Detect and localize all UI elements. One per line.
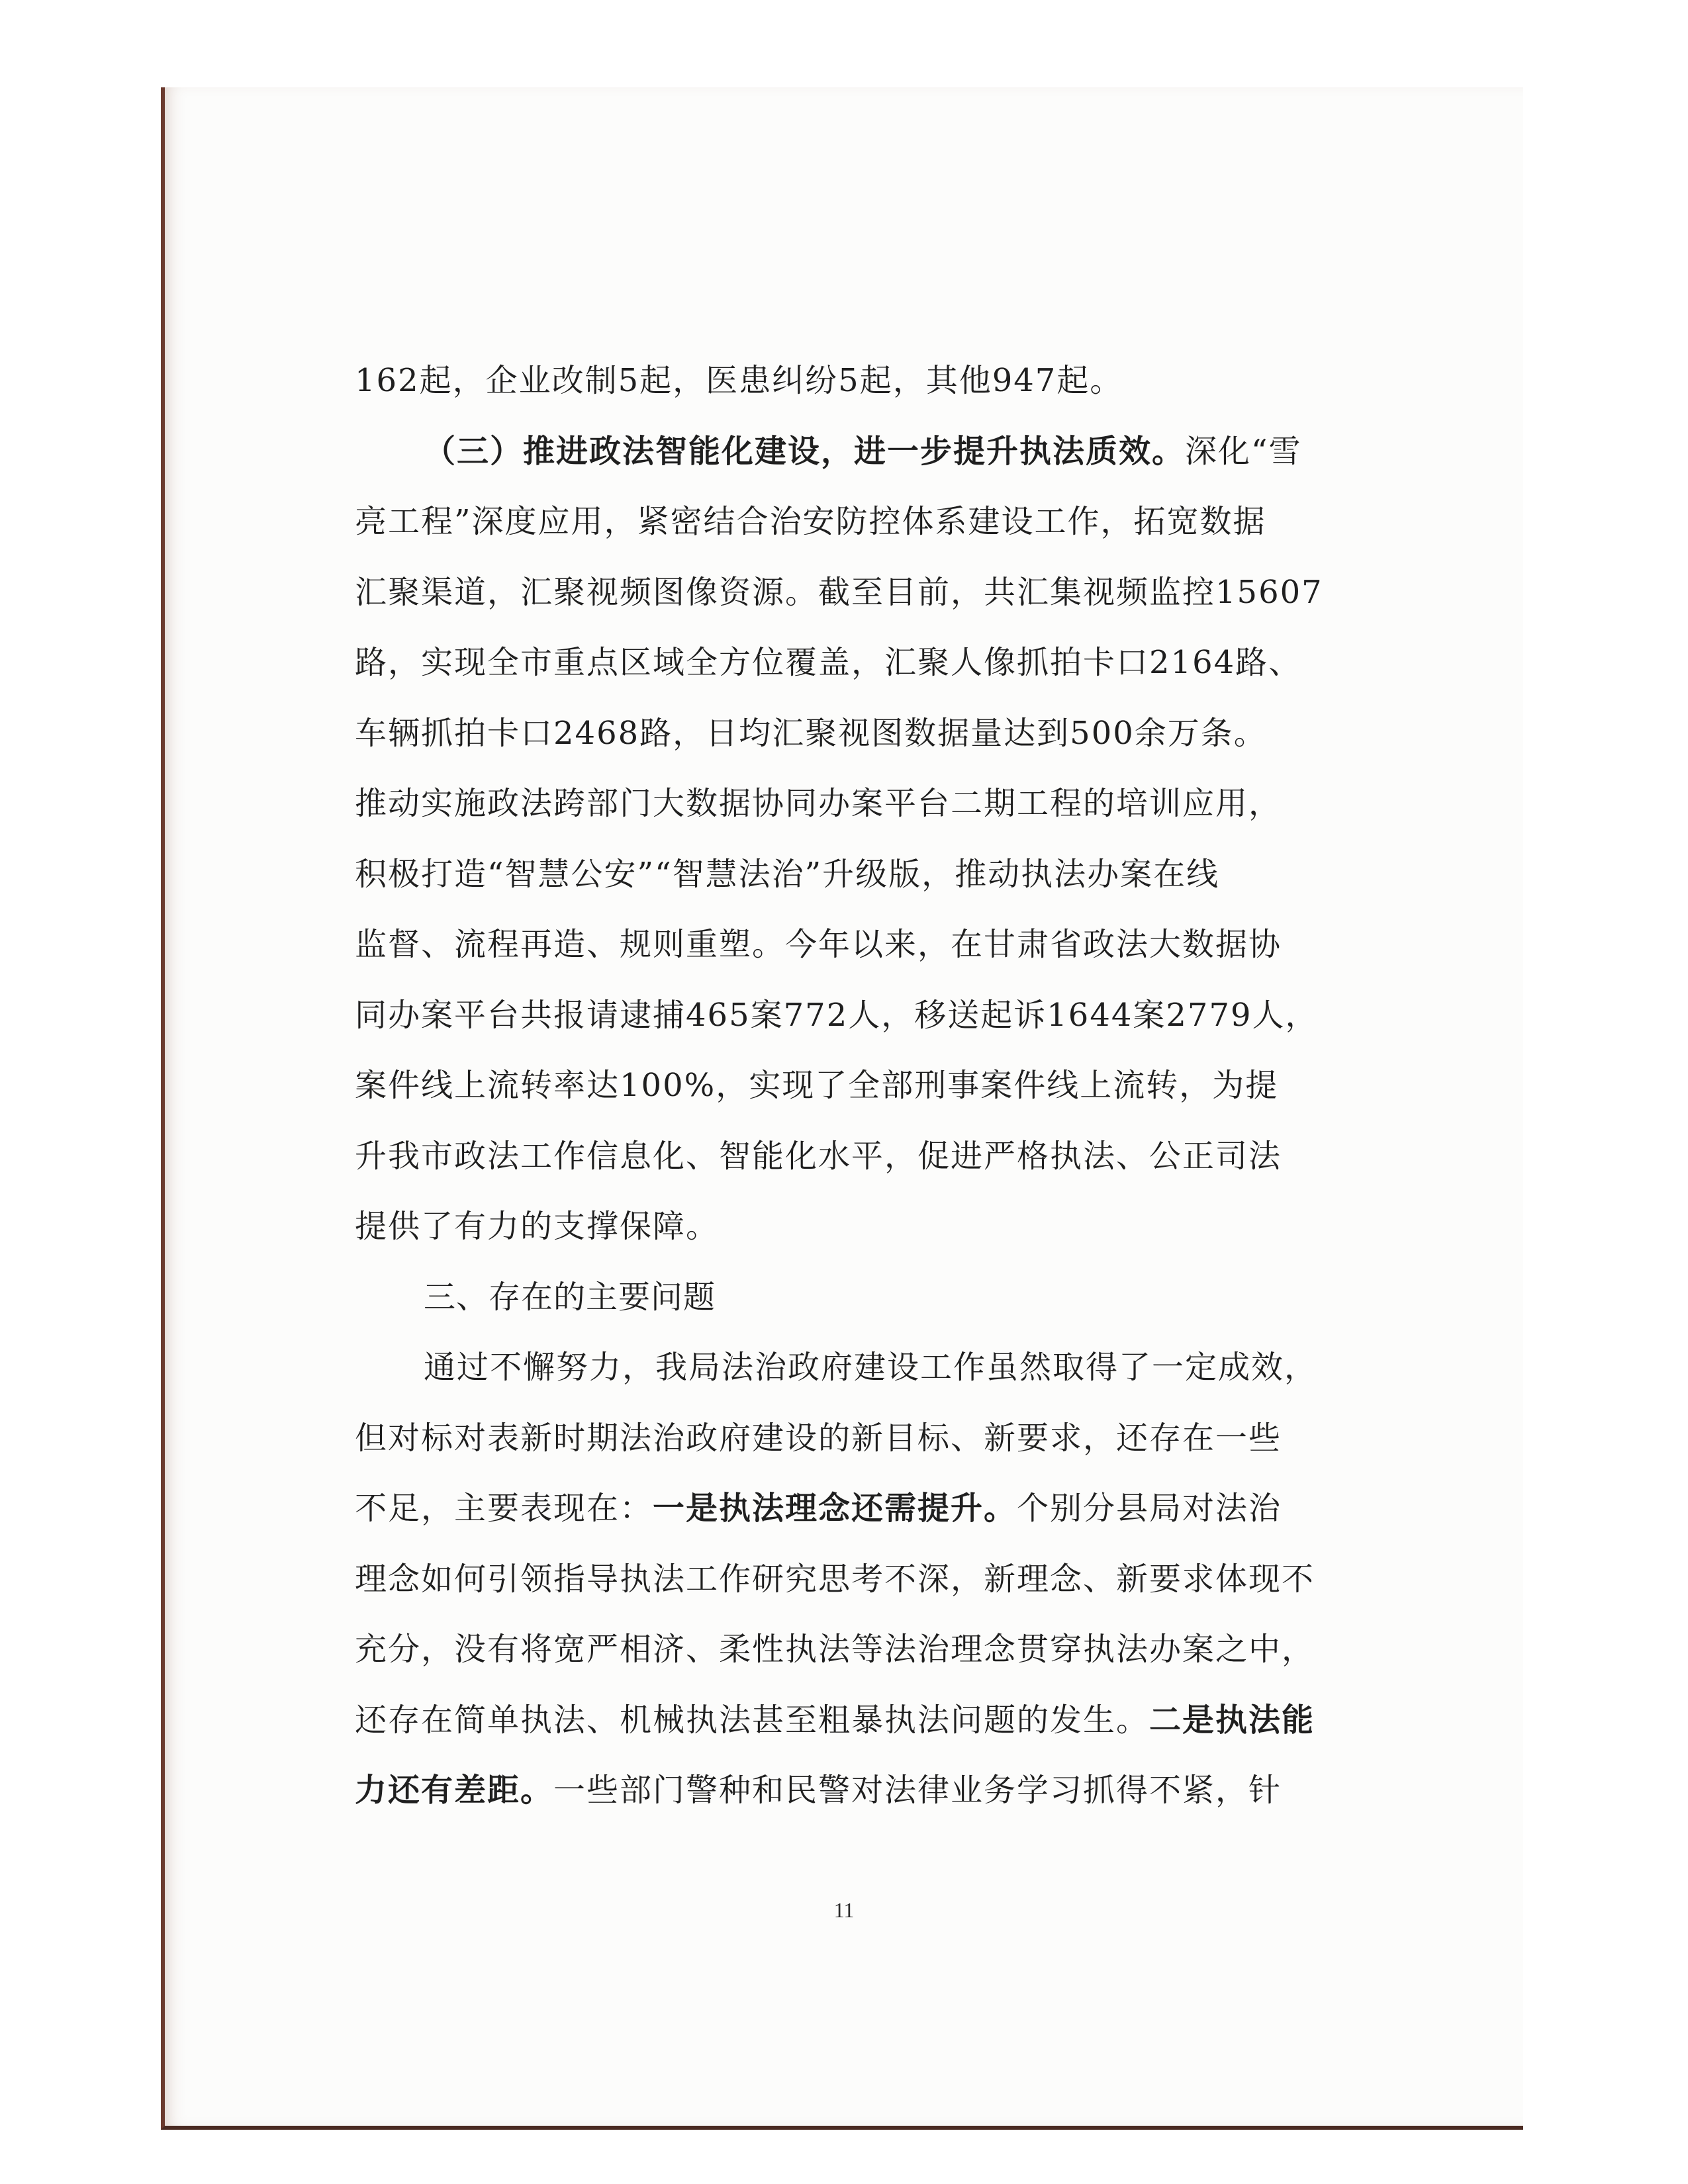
bold-text-run: 二是执法能 [1149,1701,1315,1739]
text-run: 不足，主要表现在： [355,1490,653,1527]
paragraph-line [355,345,1374,416]
paragraph-line [355,416,1374,487]
document-body [355,345,1374,1826]
text-run: 个别分县局对法治 [1017,1490,1282,1527]
paragraph-line [355,1473,1374,1544]
page-number: 11 [833,1898,855,1922]
text-run: 深化“雪 [1185,432,1302,470]
text-run: 理念如何引领指导执法工作研究思考不深，新理念、新要求体现不 [355,1560,1315,1598]
paragraph-line [355,909,1374,980]
paragraph-line [355,557,1374,628]
paragraph-line [355,698,1374,769]
paragraph-line [355,1685,1374,1756]
paragraph-line [355,1614,1374,1685]
text-run: 但对标对表新时期法治政府建设的新目标、新要求，还存在一些 [355,1419,1282,1457]
paragraph-line [355,980,1374,1051]
text-run: 推动实施政法跨部门大数据协同办案平台二期工程的培训应用， [355,785,1282,822]
text-run: 同办案平台共报请逮捕465案772人，移送起诉1644案2779人， [355,996,1319,1034]
text-run: 案件线上流转率达100%，实现了全部刑事案件线上流转，为提 [355,1067,1279,1104]
bold-text-run: 一是执法理念还需提升。 [653,1490,1017,1527]
paragraph-line [355,486,1374,557]
paragraph-line [355,1403,1374,1474]
text-run: 汇聚渠道，汇聚视频图像资源。截至目前，共汇集视频监控15607 [355,573,1323,611]
text-run: 车辆抓拍卡口2468路，日均汇聚视图数据量达到500余万条。 [355,714,1267,752]
section-heading [355,1262,1374,1333]
text-run: 升我市政法工作信息化、智能化水平，促进严格执法、公正司法 [355,1137,1282,1175]
bold-text-run: 力还有差距。 [355,1772,554,1809]
text-run: 还存在简单执法、机械执法甚至粗暴执法问题的发生。 [355,1701,1150,1739]
paragraph-line [355,627,1374,698]
text-run: 三、存在的主要问题 [424,1278,716,1316]
text-run: 162起，企业改制5起，医患纠纷5起，其他947起。 [355,362,1123,399]
text-run: 路，实现全市重点区域全方位覆盖，汇聚人像抓拍卡口2164路、 [355,644,1302,681]
text-run: 积极打造“智慧公安”“智慧法治”升级版，推动执法办案在线 [355,855,1220,893]
paragraph-line [355,1050,1374,1121]
text-run: 提供了有力的支撑保障。 [355,1208,720,1245]
text-run: 通过不懈努力，我局法治政府建设工作虽然取得了一定成效， [424,1349,1318,1386]
paragraph-line [355,1121,1374,1192]
paragraph-line [355,768,1374,839]
paragraph-line [355,1191,1374,1262]
bold-text-run: （三）推进政法智能化建设，进一步提升执法质效。 [424,432,1186,470]
paragraph-line [355,1755,1374,1826]
paragraph-line [355,1544,1374,1615]
text-run: 充分，没有将宽严相济、柔性执法等法治理念贯穿执法办案之中， [355,1631,1315,1668]
text-run: 一些部门警种和民警对法律业务学习抓得不紧，针 [553,1772,1282,1809]
text-run: 亮工程”深度应用，紧密结合治安防控体系建设工作，拓宽数据 [355,503,1266,540]
text-run: 监督、流程再造、规则重塑。今年以来，在甘肃省政法大数据协 [355,926,1282,963]
paragraph-line [355,839,1374,910]
paragraph-line [355,1332,1374,1403]
